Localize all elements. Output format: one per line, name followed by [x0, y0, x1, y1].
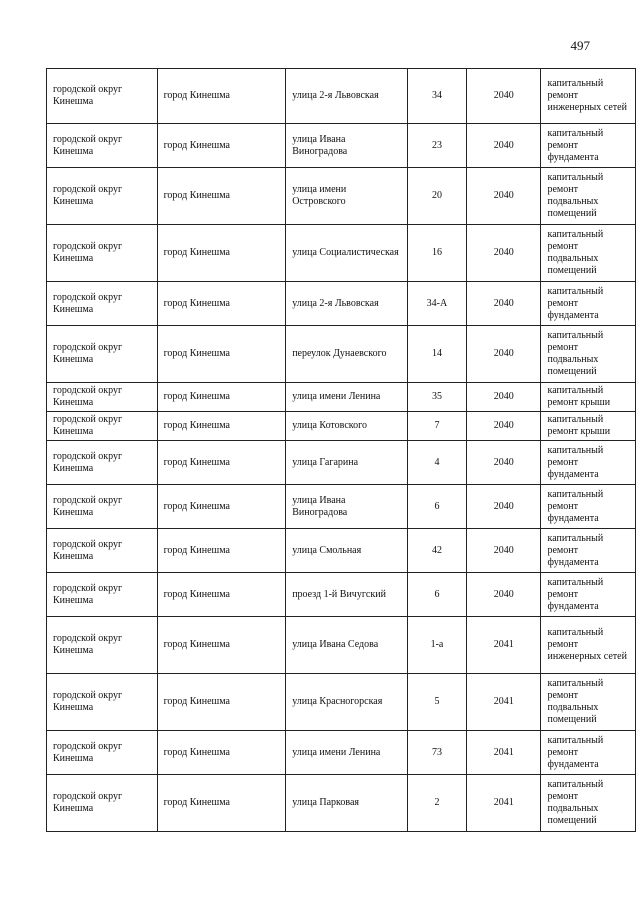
city-cell: город Кинешма — [157, 383, 286, 412]
work-type-cell: капитальный ремонт фундамента — [541, 282, 636, 326]
work-type-cell: капитальный ремонт подвальных помещений — [541, 674, 636, 731]
street-cell: улица 2-я Львовская — [286, 69, 408, 124]
street-cell: улица Смольная — [286, 529, 408, 573]
housing-repair-table — [46, 68, 636, 832]
table-row — [47, 775, 636, 832]
work-type-cell: капитальный ремонт инженерных сетей — [541, 69, 636, 124]
city-cell: город Кинешма — [157, 282, 286, 326]
street-cell: улица Парковая — [286, 775, 408, 832]
work-type-cell: капитальный ремонт крыши — [541, 383, 636, 412]
street-cell: улица Ивана Седова — [286, 617, 408, 674]
city-cell: город Кинешма — [157, 225, 286, 282]
house-number-cell: 6 — [407, 573, 466, 617]
district-cell: городской округ Кинешма — [47, 326, 158, 383]
work-type-cell: капитальный ремонт крыши — [541, 412, 636, 441]
city-cell: город Кинешма — [157, 441, 286, 485]
house-number-cell: 73 — [407, 731, 466, 775]
house-number-cell: 4 — [407, 441, 466, 485]
city-cell: город Кинешма — [157, 124, 286, 168]
year-cell: 2040 — [467, 383, 541, 412]
table-row — [47, 69, 636, 124]
house-number-cell: 14 — [407, 326, 466, 383]
district-cell: городской округ Кинешма — [47, 412, 158, 441]
district-cell: городской округ Кинешма — [47, 485, 158, 529]
year-cell: 2041 — [467, 674, 541, 731]
city-cell: город Кинешма — [157, 573, 286, 617]
year-cell: 2040 — [467, 441, 541, 485]
city-cell: город Кинешма — [157, 775, 286, 832]
street-cell: проезд 1-й Вичугский — [286, 573, 408, 617]
work-type-cell: капитальный ремонт фундамента — [541, 441, 636, 485]
house-number-cell: 16 — [407, 225, 466, 282]
year-cell: 2040 — [467, 282, 541, 326]
work-type-cell: капитальный ремонт фундамента — [541, 124, 636, 168]
table-row — [47, 441, 636, 485]
district-cell: городской округ Кинешма — [47, 383, 158, 412]
year-cell: 2040 — [467, 168, 541, 225]
work-type-cell: капитальный ремонт подвальных помещений — [541, 775, 636, 832]
district-cell: городской округ Кинешма — [47, 674, 158, 731]
table-row — [47, 412, 636, 441]
work-type-cell: капитальный ремонт фундамента — [541, 485, 636, 529]
table-row — [47, 168, 636, 225]
table-row — [47, 731, 636, 775]
table-row — [47, 282, 636, 326]
street-cell: переулок Дунаевского — [286, 326, 408, 383]
house-number-cell: 34-А — [407, 282, 466, 326]
table-row — [47, 383, 636, 412]
work-type-cell: капитальный ремонт подвальных помещений — [541, 225, 636, 282]
district-cell: городской округ Кинешма — [47, 529, 158, 573]
street-cell: улица Котовского — [286, 412, 408, 441]
year-cell: 2040 — [467, 69, 541, 124]
year-cell: 2040 — [467, 485, 541, 529]
street-cell: улица Ивана Виноградова — [286, 124, 408, 168]
year-cell: 2041 — [467, 731, 541, 775]
street-cell: улица имени Островского — [286, 168, 408, 225]
house-number-cell: 1-а — [407, 617, 466, 674]
table-row — [47, 485, 636, 529]
city-cell: город Кинешма — [157, 485, 286, 529]
city-cell: город Кинешма — [157, 326, 286, 383]
work-type-cell: капитальный ремонт фундамента — [541, 573, 636, 617]
district-cell: городской округ Кинешма — [47, 225, 158, 282]
work-type-cell: капитальный ремонт подвальных помещений — [541, 168, 636, 225]
house-number-cell: 34 — [407, 69, 466, 124]
street-cell: улица Красногорская — [286, 674, 408, 731]
year-cell: 2040 — [467, 412, 541, 441]
district-cell: городской округ Кинешма — [47, 617, 158, 674]
district-cell: городской округ Кинешма — [47, 441, 158, 485]
city-cell: город Кинешма — [157, 412, 286, 441]
house-number-cell: 6 — [407, 485, 466, 529]
district-cell: городской округ Кинешма — [47, 124, 158, 168]
table-row — [47, 674, 636, 731]
work-type-cell: капитальный ремонт инженерных сетей — [541, 617, 636, 674]
year-cell: 2041 — [467, 775, 541, 832]
house-number-cell: 35 — [407, 383, 466, 412]
table-body — [47, 69, 636, 832]
city-cell: город Кинешма — [157, 674, 286, 731]
table-row — [47, 326, 636, 383]
table-row — [47, 124, 636, 168]
work-type-cell: капитальный ремонт фундамента — [541, 529, 636, 573]
street-cell: улица Гагарина — [286, 441, 408, 485]
house-number-cell: 2 — [407, 775, 466, 832]
city-cell: город Кинешма — [157, 529, 286, 573]
year-cell: 2040 — [467, 124, 541, 168]
year-cell: 2041 — [467, 617, 541, 674]
house-number-cell: 42 — [407, 529, 466, 573]
city-cell: город Кинешма — [157, 168, 286, 225]
street-cell: улица Ивана Виноградова — [286, 485, 408, 529]
house-number-cell: 20 — [407, 168, 466, 225]
house-number-cell: 7 — [407, 412, 466, 441]
district-cell: городской округ Кинешма — [47, 282, 158, 326]
table-row — [47, 225, 636, 282]
district-cell: городской округ Кинешма — [47, 168, 158, 225]
district-cell: городской округ Кинешма — [47, 69, 158, 124]
table-row — [47, 529, 636, 573]
work-type-cell: капитальный ремонт фундамента — [541, 731, 636, 775]
year-cell: 2040 — [467, 573, 541, 617]
city-cell: город Кинешма — [157, 731, 286, 775]
year-cell: 2040 — [467, 529, 541, 573]
page-number: 497 — [570, 38, 590, 53]
work-type-cell: капитальный ремонт подвальных помещений — [541, 326, 636, 383]
table-row — [47, 573, 636, 617]
street-cell: улица имени Ленина — [286, 383, 408, 412]
table-row — [47, 617, 636, 674]
house-number-cell: 23 — [407, 124, 466, 168]
district-cell: городской округ Кинешма — [47, 775, 158, 832]
street-cell: улица имени Ленина — [286, 731, 408, 775]
street-cell: улица Социалистическая — [286, 225, 408, 282]
street-cell: улица 2-я Львовская — [286, 282, 408, 326]
district-cell: городской округ Кинешма — [47, 731, 158, 775]
year-cell: 2040 — [467, 225, 541, 282]
city-cell: город Кинешма — [157, 617, 286, 674]
house-number-cell: 5 — [407, 674, 466, 731]
city-cell: город Кинешма — [157, 69, 286, 124]
district-cell: городской округ Кинешма — [47, 573, 158, 617]
year-cell: 2040 — [467, 326, 541, 383]
